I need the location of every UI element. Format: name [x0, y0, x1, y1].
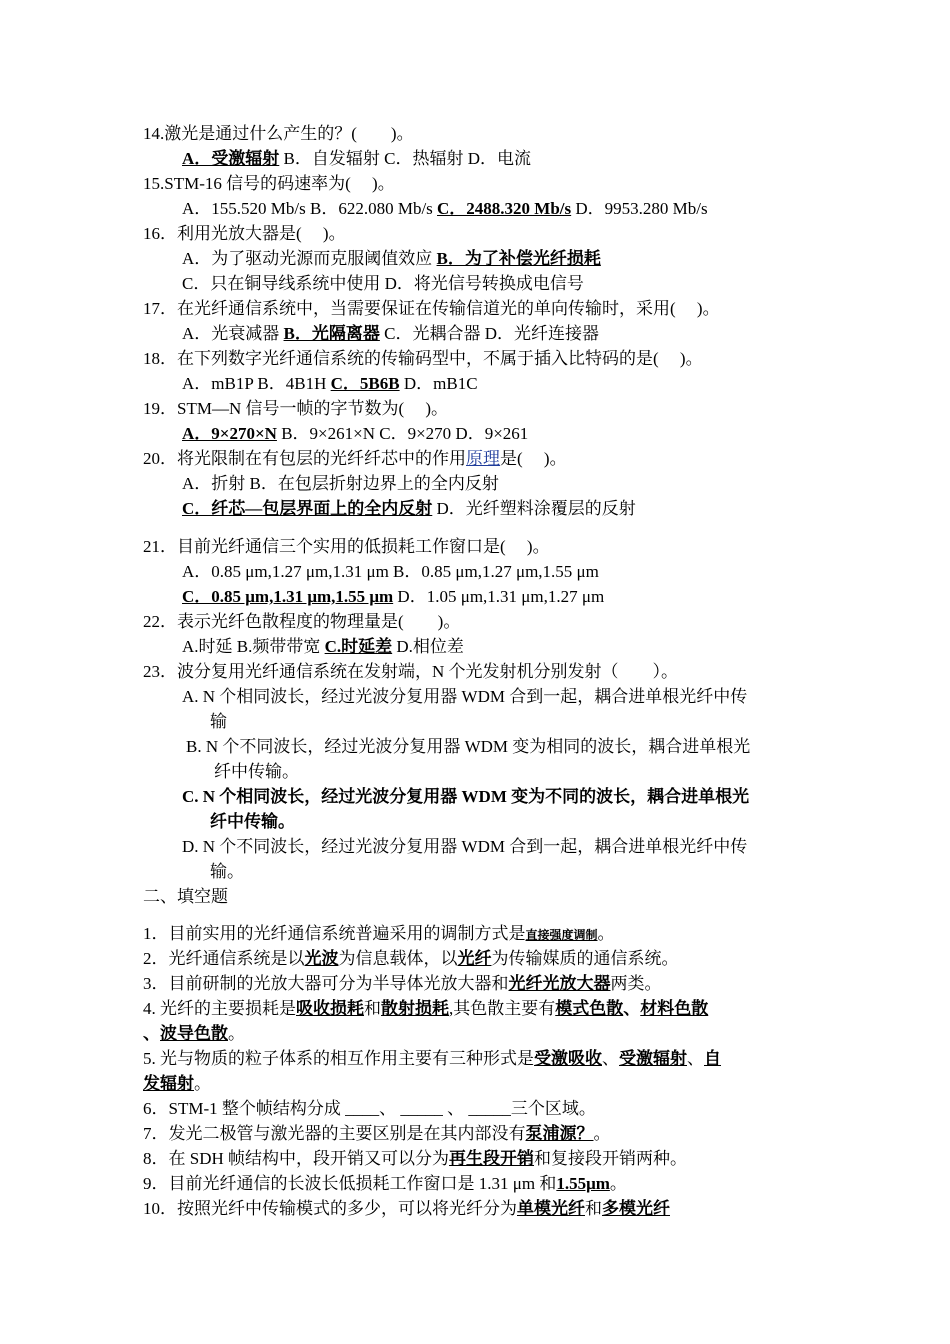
fill-4-line2 [143, 1022, 245, 1046]
question-20-options-row1 [182, 472, 499, 496]
fill-answer-2: 多模光纤 [602, 1199, 670, 1218]
option-c: C．热辐射 [384, 149, 464, 168]
fill-text: 2．光纤通信系统是以 [143, 949, 305, 968]
option-b: B．自发辐射 [283, 149, 380, 168]
fill-text: 8．在 SDH 帧结构中，段开销又可以分为 [143, 1149, 450, 1168]
question-15-options [182, 197, 708, 221]
option-b: B．9×261×N [281, 424, 375, 443]
question-20 [143, 447, 567, 471]
option-d-cont: 输。 [210, 862, 244, 881]
question-22 [143, 610, 460, 634]
option-b: B．0.85 μm,1.27 μm,1.55 μm [393, 562, 599, 581]
fill-answer-1: 单模光纤 [517, 1199, 585, 1218]
question-23-option-c-line2 [210, 810, 295, 834]
option-c-answer: C. N 个相同波长，经过光波分复用器 WDM 变为不同的波长，耦合进单根光 [182, 787, 750, 806]
question-16-options-row2 [182, 272, 584, 296]
fill-text-end: 。 [597, 924, 615, 943]
option-b-answer: B．为了补偿光纤损耗 [436, 249, 601, 268]
option-a: A. N 个相同波长，经过光波分复用器 WDM 合到一起，耦合进单根光纤中传 [182, 687, 748, 706]
fill-2 [143, 947, 679, 971]
principle-link[interactable]: 原理 [466, 449, 500, 468]
option-b-answer: B．光隔离器 [283, 324, 380, 343]
question-23 [143, 660, 678, 684]
option-b: B．在包层折射边界上的全内反射 [249, 474, 499, 493]
fill-answer-3: 模式色散 [555, 999, 624, 1018]
question-23-option-b-line2 [214, 760, 299, 784]
fill-text-end: 为传输媒质的通信系统。 [491, 949, 679, 968]
question-23-option-a-line2 [210, 710, 227, 734]
fill-text: 3．目前研制的光放大器可分为半导体光放大器和 [143, 974, 509, 993]
question-17 [143, 297, 720, 321]
fill-separator: 、 [687, 1049, 704, 1068]
question-stem: 14.激光是通过什么产生的？( )。 [143, 124, 414, 143]
question-19 [143, 397, 448, 421]
question-16 [143, 222, 346, 246]
option-b-cont: 纤中传输。 [214, 762, 299, 781]
option-d: D．光纤连接器 [484, 324, 599, 343]
question-23-option-d-line2 [210, 860, 244, 884]
question-21 [143, 535, 550, 559]
option-c-answer: C．纤芯—包层界面上的全内反射 [182, 499, 433, 518]
option-c-answer: C．5B6B [330, 374, 400, 393]
fill-10 [143, 1197, 670, 1221]
question-14-options [182, 147, 531, 171]
fill-text: 1．目前实用的光纤通信系统普遍采用的调制方式是 [143, 924, 526, 943]
option-d: D.相位差 [396, 637, 464, 656]
question-17-options [182, 322, 599, 346]
option-a: A．折射 [182, 474, 246, 493]
fill-answer: 光纤光放大器 [508, 974, 611, 993]
question-22-options [182, 635, 464, 659]
question-18 [143, 347, 703, 371]
fill-answer: 泵浦源？ [525, 1124, 594, 1143]
question-stem: 20．将光限制在有包层的光纤纤芯中的作用 [143, 449, 466, 468]
fill-answer-3: 自 [704, 1049, 721, 1068]
question-15 [143, 172, 395, 196]
option-d: D．光纤塑料涂覆层的反射 [436, 499, 636, 518]
fill-answer-2: 散射损耗 [381, 999, 449, 1018]
option-d: D．1.05 μm,1.31 μm,1.27 μm [397, 587, 605, 606]
fill-answer-4: 材料色散 [640, 999, 709, 1018]
fill-text-end: 和复接段开销两种。 [534, 1149, 688, 1168]
fill-answer-1: 受激吸收 [534, 1049, 602, 1068]
question-21-options-row2 [182, 585, 604, 609]
option-d: D．9×261 [455, 424, 529, 443]
fill-text-mid: 为信息载体，以 [338, 949, 458, 968]
fill-5-line1 [143, 1047, 721, 1071]
fill-6 [143, 1097, 596, 1121]
option-c: C．9×270 [379, 424, 452, 443]
fill-answer: 1.55μm [556, 1174, 610, 1193]
section-number: 二、 [143, 887, 177, 906]
fill-text: 5. 光与物质的粒子体系的相互作用主要有三种形式是 [143, 1049, 534, 1068]
fill-answer-1: 吸收损耗 [296, 999, 364, 1018]
option-d: D．mB1C [403, 374, 478, 393]
fill-answer-2: 光纤 [457, 949, 492, 968]
option-b: B．622.080 Mb/s [309, 199, 433, 218]
question-stem-end: 是( )。 [500, 449, 567, 468]
fill-answer-3-cont: 发辐射 [143, 1074, 194, 1093]
option-d: D．电流 [467, 149, 531, 168]
option-c-answer: C.时延差 [324, 637, 393, 656]
fill-7 [143, 1122, 611, 1146]
fill-text-and: 和 [364, 999, 381, 1018]
question-stem: 18．在下列数字光纤通信系统的传输码型中，不属于插入比特码的是( )。 [143, 349, 703, 368]
question-23-option-b-line1 [186, 735, 750, 759]
fill-4-line1 [143, 997, 708, 1021]
fill-text-mid: ,其色散主要有 [449, 999, 556, 1018]
option-b: B. N 个不同波长，经过光波分复用器 WDM 变为相同的波长，耦合进单根光 [186, 737, 751, 756]
fill-9 [143, 1172, 627, 1196]
fill-answer-text: 直接强度调制 [525, 928, 598, 942]
option-a: A．0.85 μm,1.27 μm,1.31 μm [182, 562, 389, 581]
fill-text: 6．STM-1 整个帧结构分成 ____、 _____ 、 _____三个区域。 [143, 1099, 596, 1118]
option-a-answer: A．受激辐射 [182, 149, 280, 168]
fill-1 [143, 922, 615, 947]
option-c-answer-cont: 纤中传输。 [210, 812, 295, 831]
fill-separator: 、 [143, 1024, 160, 1043]
question-stem: 21．目前光纤通信三个实用的低损耗工作窗口是( )。 [143, 537, 550, 556]
option-b: B．4B1H [257, 374, 327, 393]
fill-text-end: 。 [609, 1174, 627, 1193]
fill-text-end: 。 [194, 1074, 211, 1093]
fill-answer-2: 受激辐射 [619, 1049, 687, 1068]
question-23-option-a-line1 [182, 685, 747, 709]
option-c-answer: C．0.85 μm,1.31 μm,1.55 μm [182, 587, 394, 606]
question-14 [143, 122, 414, 146]
option-a: A．光衰减器 [182, 324, 280, 343]
option-a: A．为了驱动光源而克服阈值效应 [182, 249, 433, 268]
question-stem: 19．STM—N 信号一帧的字节数为( )。 [143, 399, 449, 418]
question-stem: 23．波分复用光纤通信系统在发射端，N 个光发射机分别发射（ ）。 [143, 662, 679, 681]
fill-8 [143, 1147, 687, 1171]
fill-text: 4. 光纤的主要损耗是 [143, 999, 296, 1018]
fill-text-end: 。 [593, 1124, 611, 1143]
fill-answer [526, 924, 598, 943]
fill-5-line2 [143, 1072, 211, 1096]
fill-text-end: 。 [228, 1024, 245, 1043]
section-title: 填空题 [177, 887, 228, 906]
question-23-option-d-line1 [182, 835, 747, 859]
option-a: A.时延 [182, 637, 233, 656]
option-d: D．9953.280 Mb/s [575, 199, 708, 218]
question-stem: 22．表示光纤色散程度的物理量是( )。 [143, 612, 461, 631]
question-21-options-row1 [182, 560, 599, 584]
question-19-options [182, 422, 528, 446]
option-b: B.频带带宽 [236, 637, 321, 656]
question-stem: 17．在光纤通信系统中，当需要保证在传输信道光的单向传输时，采用( )。 [143, 299, 720, 318]
question-16-options-row1 [182, 247, 601, 271]
fill-text: 9．目前光纤通信的长波长低损耗工作窗口是 1.31 μm 和 [143, 1174, 557, 1193]
option-a: A．155.520 Mb/s [182, 199, 306, 218]
option-a-cont: 输 [210, 712, 227, 731]
fill-text: 10．按照光纤中传输模式的多少，可以将光纤分为 [143, 1199, 517, 1218]
option-d: D. N 个不同波长，经过光波分复用器 WDM 合到一起，耦合进单根光纤中传 [182, 837, 748, 856]
option-c-answer: C．2488.320 Mb/s [437, 199, 572, 218]
section-heading [143, 885, 228, 909]
question-stem: 16．利用光放大器是( )。 [143, 224, 346, 243]
option-a: A．mB1P [182, 374, 254, 393]
fill-answer: 再生段开销 [449, 1149, 535, 1168]
option-c: C．只在铜导线系统中使用 [182, 274, 381, 293]
option-d: D．将光信号转换成电信号 [384, 274, 584, 293]
question-stem: 15.STM-16 信号的码速率为( )。 [143, 174, 395, 193]
fill-text: 7．发光二极管与激光器的主要区别是在其内部没有 [143, 1124, 526, 1143]
fill-answer-1: 光波 [304, 949, 339, 968]
fill-answer-5: 波导色散 [160, 1024, 228, 1043]
question-23-option-c-line1 [182, 785, 749, 809]
question-20-options-row2 [182, 497, 636, 521]
fill-separator: 、 [602, 1049, 619, 1068]
option-a-answer: A．9×270×N [182, 424, 277, 443]
question-18-options [182, 372, 478, 396]
fill-text-mid: 和 [585, 1199, 602, 1218]
fill-3 [143, 972, 662, 996]
option-c: C．光耦合器 [384, 324, 481, 343]
fill-separator: 、 [623, 999, 641, 1018]
fill-text-end: 两类。 [610, 974, 662, 993]
